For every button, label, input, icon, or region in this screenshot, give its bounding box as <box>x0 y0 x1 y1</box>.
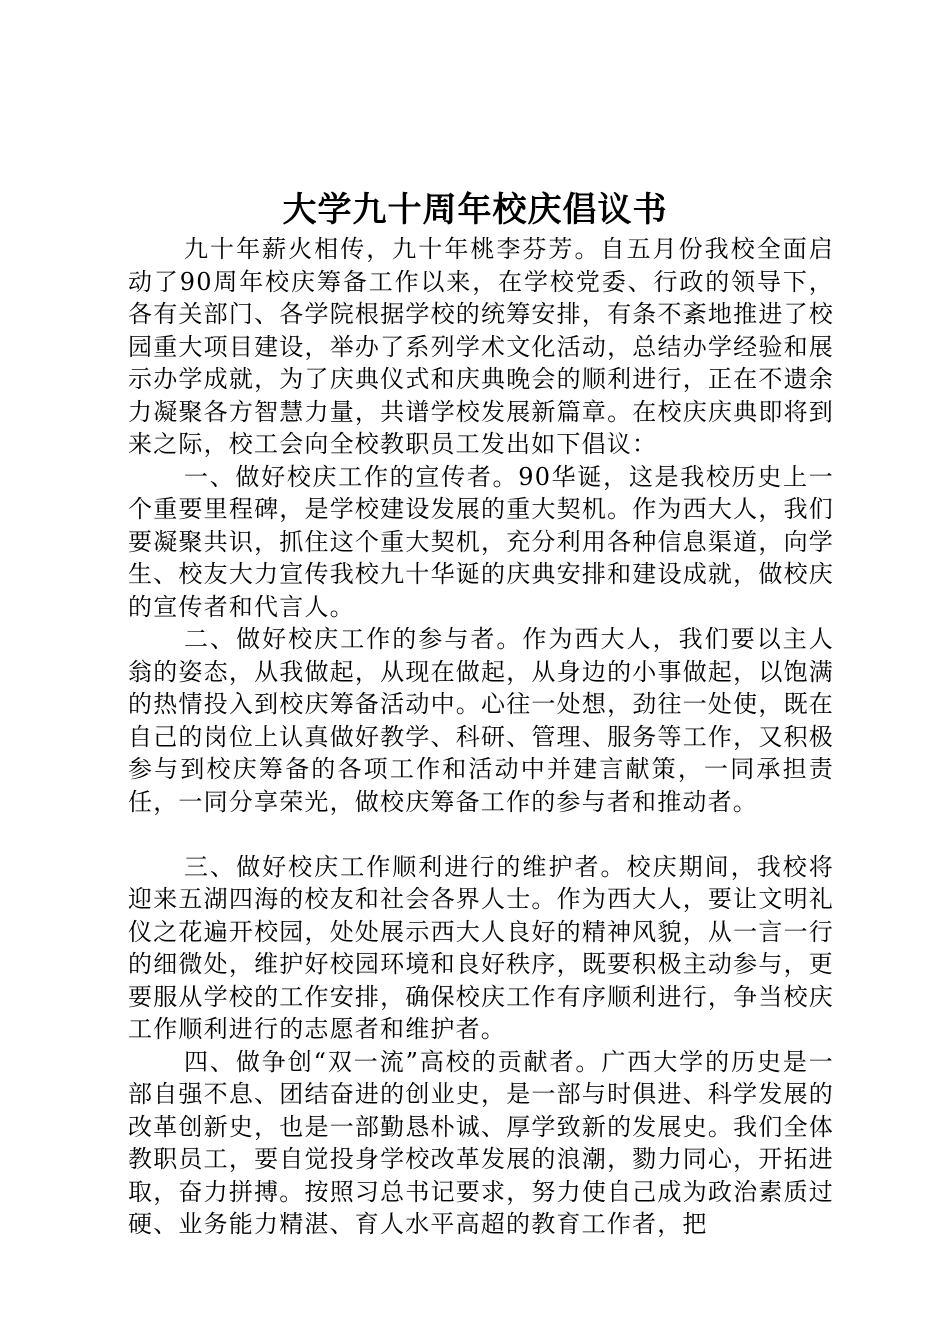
paragraph-item-4: 四、做争创“双一流”高校的贡献者。广西大学的历史是一部自强不息、团结奋进的创业史，是一部与时俱进、科学发展的改革创新史，也是一部勤恳朴诚、厚学致新的发展史。我们全体教职员工，要自觉投身学校改革发展的浪潮，勠力同心，开拓进取，奋力拼搏。按照习总书记要求，努力使自己成为政治素质过硬、业务能力精湛、育人水平高超的教育工作者，把 <box>128 1047 834 1238</box>
paragraph-item-1: 一、做好校庆工作的宣传者。90华诞，这是我校历史上一个重要里程碑，是学校建设发展的重大契机。作为西大人，我们要凝聚共识，抓住这个重大契机，充分利用各种信息渠道，向学生、校友大力宣传我校九十华诞的庆典安排和建设成就，做校庆的宣传者和代言人。 <box>128 462 834 621</box>
paragraph-item-2: 二、做好校庆工作的参与者。作为西大人，我们要以主人翁的姿态，从我做起，从现在做起，从身边的小事做起，以饱满的热情投入到校庆筹备活动中。心往一处想，劲往一处使，既在自己的岗位上认真做好教学、科研、管理、服务等工作，又积极参与到校庆筹备的各项工作和活动中并建言献策，一同承担责任，一同分享荣光，做校庆筹备工作的参与者和推动者。 <box>128 625 834 816</box>
paragraph-intro: 九十年薪火相传，九十年桃李芬芳。自五月份我校全面启动了90周年校庆筹备工作以来，在学校党委、行政的领导下，各有关部门、各学院根据学校的统筹安排，有条不紊地推进了校园重大项目建设，举办了系列学术文化活动，总结办学经验和展示办学成就，为了庆典仪式和庆典晚会的顺利进行，正在不遗余力凝聚各方智慧力量，共谱学校发展新篇章。在校庆庆典即将到来之际，校工会向全校教职员工发出如下倡议： <box>128 235 834 458</box>
paragraph-spacer <box>128 818 834 851</box>
document-title: 大学九十周年校庆倡议书 <box>282 190 668 230</box>
paragraph-item-3: 三、做好校庆工作顺利进行的维护者。校庆期间，我校将迎来五湖四海的校友和社会各界人士。作为西大人，要让文明礼仪之花遍开校园，处处展示西大人良好的精神风貌，从一言一行的细微处，维护好校园环境和良好秩序，既要积极主动参与，更要服从学校的工作安排，确保校庆工作有序顺利进行，争当校庆工作顺利进行的志愿者和维护者。 <box>128 852 834 1043</box>
document-body <box>128 233 834 1241</box>
